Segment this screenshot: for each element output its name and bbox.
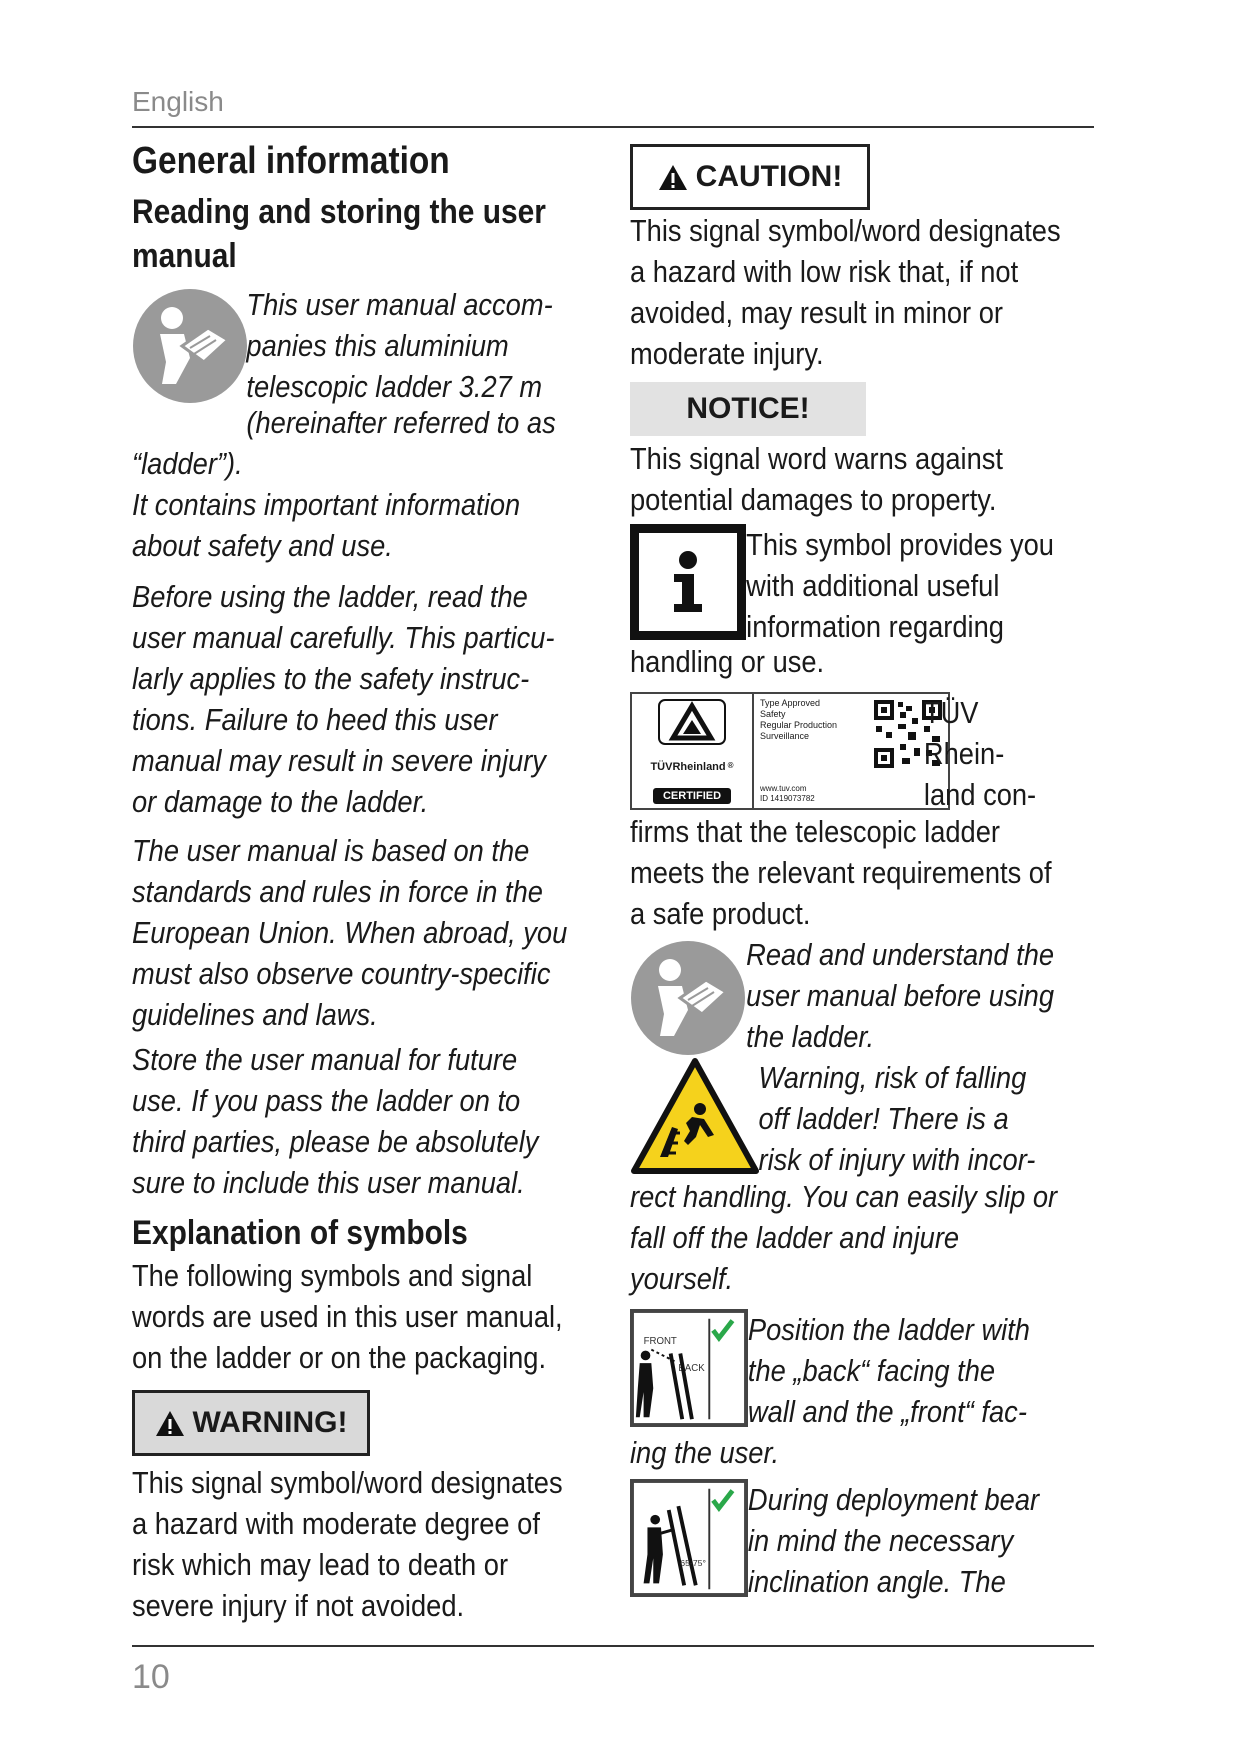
text-line: off ladder! There is a [758,1101,1009,1136]
warning-signal-box [132,1390,370,1456]
text-line: fall off the ladder and injure [630,1220,960,1255]
warning-triangle-icon [155,1410,185,1437]
text-line: on the ladder or on the packaging. [132,1340,547,1375]
text-line: use. If you pass the ladder on to [132,1083,521,1118]
paragraph-before-use [132,576,600,822]
text-line: third parties, please be absolutely [132,1124,539,1159]
text-line: must also observe country-specific [132,956,551,991]
text-line: Store the user manual for future [132,1042,518,1077]
warning-label: WARNING! [192,1406,348,1439]
text-line: The following symbols and signal [132,1258,533,1293]
tuv-certified: CERTIFIED [653,788,731,804]
text-line: ing the user. [630,1435,780,1470]
info-block [630,524,1094,682]
header-rule [132,126,1094,128]
back-label: BACK [678,1362,705,1374]
tuv-line: Type Approved [760,698,821,708]
text-line: Rhein- [923,736,1005,771]
intro-line: (hereinafter referred to as “ladder”). [132,405,556,481]
page-number: 10 [132,1658,170,1696]
text-line: Warning, risk of falling [758,1060,1027,1095]
angle-label: 65-75° [680,1558,707,1569]
text-line: TÜV [923,695,979,730]
text-line: or damage to the ladder. [132,784,429,819]
text-line: meets the relevant requirements of [630,855,1052,890]
symbols-intro [132,1255,600,1378]
tuv-registered: ® [727,761,734,770]
tuv-brand: TÜVRheinland [650,761,726,773]
warning-triangle-icon [658,164,688,191]
intro-line: about safety and use. [132,528,393,563]
text-line: This signal word warns against [630,441,1003,476]
text-line: severe injury if not avoided. [132,1588,465,1623]
fall-hazard-block [630,1057,1094,1299]
notice-label: NOTICE! [686,392,810,425]
left-column [132,138,600,1626]
text-line: handling or use. [630,644,825,679]
caution-description [630,210,1094,374]
text-line: The user manual is based on the [132,833,530,868]
text-line: guidelines and laws. [132,997,378,1032]
tuv-block [630,692,1094,934]
text-line: with additional useful [746,568,1000,603]
text-line: user manual before using [746,978,1055,1013]
tuv-id: ID 1419073782 [760,794,815,803]
tuv-url: www.tuv.com [760,784,807,793]
text-line: This signal symbol/word designates [630,213,1061,248]
text-line: Position the ladder with [747,1312,1030,1347]
text-line: a safe product. [630,896,811,931]
text-line: inclination angle. The [747,1564,1006,1599]
tuv-line: Surveillance [760,731,810,741]
subsection-title-reading: Reading and storing the user manual [132,193,546,275]
text-line: During deployment bear [747,1482,1040,1517]
caution-signal-box [630,144,870,210]
warning-description [132,1462,600,1626]
text-line: avoided, may result in minor or [630,295,1003,330]
text-line: European Union. When abroad, you [132,915,568,950]
text-line: risk of injury with incor- [758,1142,1036,1177]
angle-block [630,1479,1094,1602]
tuv-line: Safety [760,709,786,719]
text-line: This signal symbol/word designates [132,1465,563,1500]
text-line: land con- [923,777,1037,812]
front-label: FRONT [643,1335,677,1347]
text-line: moderate injury. [630,336,824,371]
intro-line: This user manual accom- [246,287,553,322]
right-column [630,144,1094,1602]
text-line: sure to include this user manual. [132,1165,525,1200]
tuv-line: Regular Production [760,720,838,730]
text-line: potential damages to property. [630,482,997,517]
text-line: risk which may lead to death or [132,1547,509,1582]
language-label: English [132,86,224,117]
intro-line: It contains important information [132,487,521,522]
position-block [630,1309,1094,1473]
paragraph-standards [132,830,600,1035]
text-line: larly applies to the safety instruc- [132,661,530,696]
intro-line: panies this aluminium [246,328,509,363]
intro-line: telescopic ladder 3.27 m [246,369,543,404]
text-line: a hazard with moderate degree of [132,1506,540,1541]
text-line: user manual carefully. This particu- [132,620,555,655]
caution-label: CAUTION! [695,160,843,193]
text-line: standards and rules in force in the [132,874,543,909]
text-line: rect handling. You can easily slip or [630,1179,1058,1214]
text-line: Before using the ladder, read the [132,579,528,614]
notice-signal-box [630,382,866,436]
read-manual-block [630,934,1094,1057]
text-line: information regarding [746,609,1004,644]
text-line: the ladder. [746,1019,875,1054]
notice-description [630,438,1094,520]
text-line: in mind the necessary [747,1523,1014,1558]
text-line: firms that the telescopic ladder [630,814,1000,849]
subsection-title-symbols: Explanation of symbols [132,1214,468,1252]
text-line: wall and the „front“ fac- [747,1394,1027,1429]
paragraph-store [132,1039,600,1203]
text-line: words are used in this user manual, [132,1299,563,1334]
footer-rule [132,1645,1094,1647]
text-line: a hazard with low risk that, if not [630,254,1019,289]
text-line: yourself. [630,1261,734,1296]
section-title: General information [132,140,450,182]
text-line: This symbol provides you [746,527,1054,562]
text-line: Read and understand the [746,937,1055,972]
text-line: the „back“ facing the [747,1353,996,1388]
text-line: tions. Failure to heed this user [132,702,498,737]
text-line: manual may result in severe injury [132,743,546,778]
intro-block [132,284,600,566]
